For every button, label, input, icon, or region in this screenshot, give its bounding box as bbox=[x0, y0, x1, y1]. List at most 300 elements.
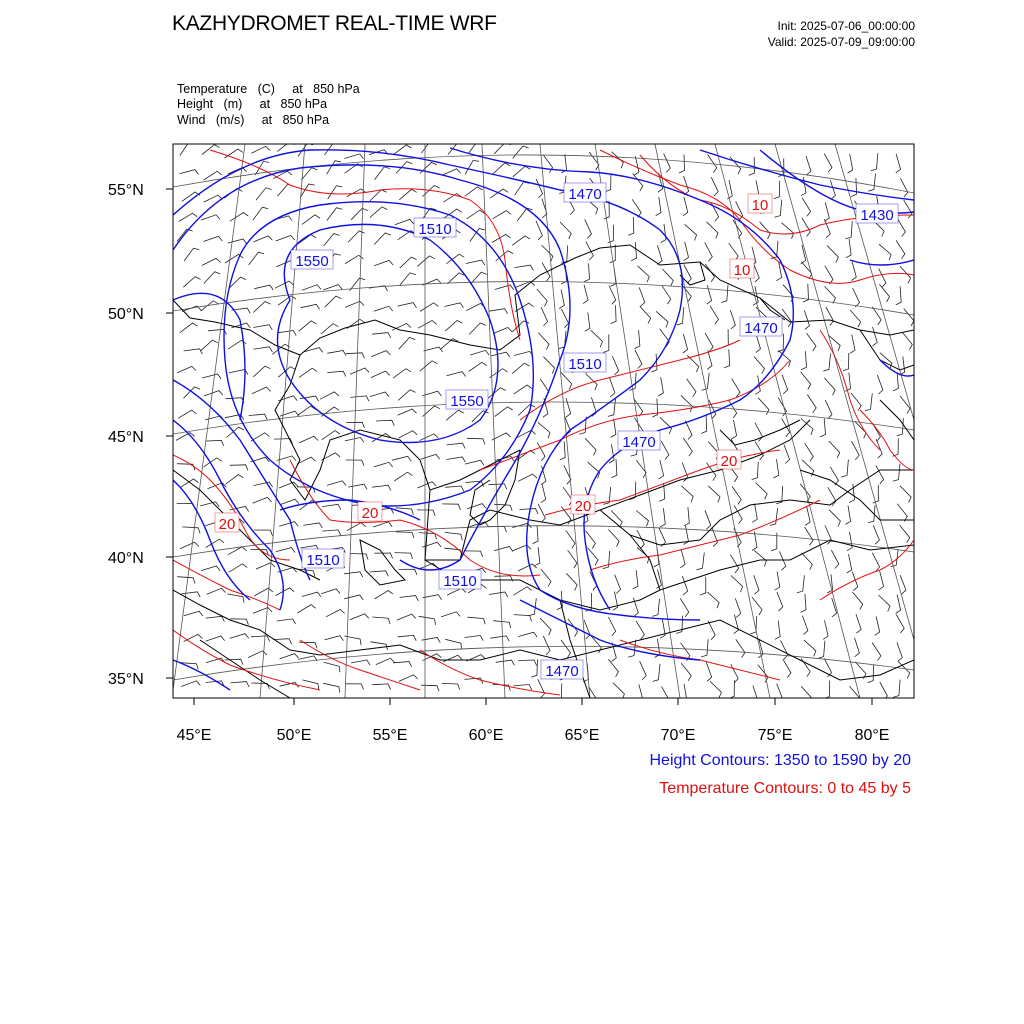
wind-barb bbox=[823, 620, 828, 639]
wind-barb bbox=[230, 619, 248, 625]
wind-barb bbox=[640, 306, 651, 323]
lon-label-45: 45°E bbox=[176, 727, 212, 744]
wind-barb bbox=[559, 290, 564, 309]
wind-barb bbox=[801, 594, 806, 613]
wind-barb bbox=[900, 396, 910, 414]
wind-barb bbox=[301, 168, 317, 180]
wind-barb bbox=[732, 486, 741, 504]
wind-barb bbox=[801, 686, 812, 703]
wind-barb bbox=[682, 576, 687, 595]
wind-barb bbox=[754, 575, 759, 594]
wind-barb bbox=[536, 179, 543, 198]
wind-barb bbox=[613, 592, 618, 611]
wind-barb bbox=[843, 353, 849, 371]
wind-barb bbox=[633, 570, 638, 589]
wind-barb bbox=[591, 330, 603, 347]
wind-barb bbox=[397, 614, 416, 620]
wind-barb bbox=[395, 219, 414, 224]
wind-barb bbox=[879, 284, 889, 302]
wind-barb bbox=[346, 460, 364, 466]
plot-frame bbox=[173, 144, 914, 698]
wind-barb bbox=[276, 548, 295, 553]
init-time: Init: 2025-07-06_00:00:00 bbox=[777, 19, 915, 33]
wind-barb bbox=[904, 309, 914, 327]
wind-barb bbox=[420, 303, 438, 312]
wind-barb bbox=[721, 285, 728, 303]
wind-barb bbox=[179, 213, 197, 221]
wind-barb bbox=[723, 329, 729, 347]
wind-barb bbox=[374, 260, 393, 265]
wind-barb bbox=[896, 154, 901, 173]
wind-barb bbox=[470, 229, 485, 242]
wind-barb bbox=[778, 334, 784, 352]
wind-barb bbox=[780, 551, 786, 570]
wind-barb bbox=[707, 592, 719, 608]
wind-barb bbox=[327, 208, 342, 221]
wind-barb bbox=[417, 510, 435, 516]
wind-barb bbox=[518, 564, 537, 571]
wind-barb bbox=[515, 303, 533, 312]
wind-barb bbox=[708, 486, 720, 503]
wind-barb bbox=[464, 551, 482, 557]
wind-barb bbox=[184, 634, 203, 641]
lon-label-65: 65°E bbox=[564, 727, 600, 744]
wind-barb bbox=[184, 611, 203, 616]
wind-barb bbox=[730, 555, 738, 573]
wind-barb bbox=[328, 186, 343, 199]
wind-barb bbox=[865, 393, 873, 410]
wind-barb bbox=[424, 347, 443, 352]
wind-barb bbox=[560, 222, 571, 239]
wind-barb bbox=[493, 163, 510, 174]
wind-barb bbox=[535, 547, 540, 566]
wind-barb bbox=[783, 659, 791, 678]
wind-barb bbox=[493, 211, 512, 219]
temperature-contour-label: 20 bbox=[574, 498, 592, 515]
wind-barb bbox=[660, 508, 665, 527]
wind-barb bbox=[611, 511, 622, 528]
wind-barb bbox=[537, 442, 545, 461]
legend-height-contours: Height Contours: 1350 to 1590 by 20 bbox=[649, 752, 911, 769]
wind-barb bbox=[372, 617, 390, 624]
wind-barb bbox=[230, 213, 248, 222]
wind-barb bbox=[206, 616, 225, 621]
wind-barb bbox=[469, 323, 486, 335]
wind-barb bbox=[538, 333, 549, 350]
wind-barb bbox=[202, 374, 221, 379]
wind-barb bbox=[322, 530, 341, 535]
wind-barb bbox=[825, 286, 836, 303]
wind-barb bbox=[824, 202, 829, 221]
wind-barb bbox=[777, 592, 783, 611]
wind-barb bbox=[180, 170, 199, 175]
wind-barb bbox=[754, 357, 765, 374]
wind-barb bbox=[734, 528, 741, 547]
wind-barb bbox=[518, 632, 537, 637]
wind-barb bbox=[683, 334, 688, 353]
wind-barb bbox=[852, 441, 860, 460]
wind-barb bbox=[782, 375, 788, 394]
wind-barb bbox=[879, 571, 884, 590]
height-contour-label: 1470 bbox=[744, 320, 778, 337]
wind-barb bbox=[711, 177, 718, 196]
wind-barb bbox=[447, 457, 466, 462]
wind-barb bbox=[897, 504, 907, 522]
wind-barb bbox=[253, 608, 272, 614]
wind-barb bbox=[873, 525, 879, 544]
wind-barb bbox=[398, 635, 417, 640]
wind-barb bbox=[205, 440, 223, 445]
wind-barb bbox=[250, 550, 268, 556]
wind-barb bbox=[660, 417, 672, 434]
wind-barb bbox=[612, 459, 617, 478]
lon-label-60: 60°E bbox=[468, 727, 504, 744]
wind-barb bbox=[708, 621, 715, 640]
wind-barb bbox=[320, 392, 339, 399]
wind-barb bbox=[371, 371, 390, 378]
wind-barb bbox=[784, 445, 790, 464]
wind-barb bbox=[468, 141, 483, 154]
wind-barb bbox=[277, 619, 296, 624]
wind-barb bbox=[372, 333, 391, 338]
height-contours bbox=[173, 148, 914, 690]
wind-barb bbox=[900, 486, 911, 503]
wind-barb bbox=[734, 615, 739, 634]
wind-barb bbox=[640, 661, 647, 680]
wind-barb bbox=[370, 392, 389, 397]
wind-barb bbox=[280, 499, 299, 505]
wind-barb bbox=[656, 311, 668, 327]
wind-barb bbox=[659, 528, 666, 547]
wind-barb bbox=[346, 353, 365, 359]
wind-barb bbox=[372, 684, 390, 690]
wind-barb bbox=[465, 678, 484, 684]
wind-barb bbox=[225, 254, 243, 263]
wind-barb bbox=[875, 616, 880, 635]
wind-barb bbox=[855, 638, 860, 657]
wind-barb bbox=[177, 229, 193, 242]
wind-barb bbox=[712, 527, 718, 546]
wind-barb bbox=[348, 484, 367, 489]
lon-label-55: 55°E bbox=[372, 727, 408, 744]
wind-barb bbox=[272, 344, 290, 354]
temperature-contour-labels bbox=[215, 194, 772, 533]
wind-barb bbox=[705, 243, 713, 262]
wind-barb bbox=[824, 378, 835, 395]
wind-barb bbox=[350, 396, 369, 401]
wind-barb bbox=[488, 388, 505, 398]
wind-barb bbox=[807, 333, 817, 351]
wind-barb bbox=[512, 236, 530, 245]
wind-barb bbox=[230, 465, 248, 471]
wind-barb bbox=[392, 456, 411, 461]
wind-barb bbox=[848, 154, 853, 173]
wind-barb bbox=[896, 241, 905, 259]
wind-barb bbox=[804, 310, 809, 329]
wind-barb bbox=[541, 484, 546, 503]
wind-barb bbox=[801, 245, 806, 264]
wind-barb bbox=[253, 302, 270, 313]
wind-barb bbox=[251, 636, 270, 641]
longitude-axis bbox=[177, 698, 890, 744]
wind-barb bbox=[736, 201, 743, 220]
wind-barb bbox=[633, 174, 643, 192]
wind-barb bbox=[541, 569, 551, 587]
wind-barb bbox=[777, 684, 783, 703]
wind-barb bbox=[374, 553, 392, 559]
wind-barb bbox=[896, 615, 904, 634]
legend-temperature-contours: Temperature Contours: 0 to 45 by 5 bbox=[659, 780, 911, 797]
wind-barb bbox=[652, 599, 659, 617]
wind-barb bbox=[398, 431, 417, 438]
wind-barb bbox=[442, 683, 460, 689]
wind-barb bbox=[631, 242, 636, 261]
wind-barb bbox=[276, 236, 295, 242]
wind-barb bbox=[609, 286, 616, 305]
wind-barb bbox=[824, 681, 830, 699]
wind-barb bbox=[254, 285, 273, 290]
wind-barb bbox=[533, 525, 539, 544]
wind-barb bbox=[445, 532, 462, 540]
wind-barb bbox=[657, 245, 662, 264]
wind-barb bbox=[299, 321, 317, 331]
wind-barb bbox=[467, 210, 485, 219]
wind-barb bbox=[801, 351, 807, 370]
wind-barb bbox=[275, 281, 294, 288]
wind-barb bbox=[277, 184, 293, 196]
wind-barb bbox=[608, 659, 618, 677]
wind-barb bbox=[394, 472, 412, 481]
wind-barb bbox=[561, 640, 570, 658]
wind-barb bbox=[845, 221, 852, 239]
lon-label-75: 75°E bbox=[757, 727, 793, 744]
wind-barb bbox=[543, 398, 548, 417]
wind-barb bbox=[489, 309, 508, 314]
wind-barb bbox=[566, 530, 575, 548]
wind-barb bbox=[868, 665, 874, 683]
wind-barb bbox=[323, 285, 342, 290]
wind-barb bbox=[730, 310, 735, 329]
wind-barb bbox=[470, 350, 489, 355]
wind-barb bbox=[604, 201, 610, 219]
wind-barb bbox=[891, 549, 899, 566]
wind-barb bbox=[517, 208, 532, 221]
wind-barb bbox=[442, 504, 460, 510]
wind-barb bbox=[494, 576, 512, 582]
wind-barb bbox=[825, 400, 832, 419]
wind-barb bbox=[446, 410, 464, 420]
wind-barb bbox=[682, 684, 687, 703]
wind-barb bbox=[301, 304, 320, 309]
wind-barb bbox=[538, 679, 545, 698]
wind-barb bbox=[202, 145, 220, 155]
height-contour-label: 1510 bbox=[568, 356, 602, 373]
wind-barb bbox=[707, 285, 712, 304]
wind-barb bbox=[321, 589, 340, 594]
wind-barb bbox=[805, 443, 814, 461]
wind-barb bbox=[729, 243, 739, 261]
wind-barb bbox=[183, 277, 200, 288]
wind-barb bbox=[775, 200, 782, 218]
wind-barb bbox=[253, 497, 272, 503]
wind-barb bbox=[724, 350, 730, 368]
wind-barb bbox=[826, 307, 834, 326]
wind-barb bbox=[902, 332, 912, 350]
wind-barb bbox=[372, 485, 391, 490]
wind-barb bbox=[680, 599, 689, 617]
wind-barb bbox=[496, 660, 515, 665]
wind-barb bbox=[395, 553, 413, 559]
wind-barb bbox=[897, 218, 905, 236]
wind-barb bbox=[513, 146, 529, 158]
wind-barb bbox=[636, 621, 644, 639]
wind-barb bbox=[584, 263, 590, 281]
wind-barb bbox=[423, 595, 442, 600]
wind-barb bbox=[276, 588, 295, 596]
temperature-contour-label: 20 bbox=[361, 505, 379, 522]
wind-barb bbox=[467, 504, 486, 509]
wind-barb bbox=[754, 550, 766, 566]
wind-barb bbox=[374, 462, 393, 467]
wind-barb bbox=[585, 438, 596, 455]
height-contour-label: 1470 bbox=[568, 186, 602, 203]
lon-label-80: 80°E bbox=[854, 727, 890, 744]
wind-barb bbox=[327, 161, 341, 175]
wind-barb bbox=[775, 571, 780, 590]
wind-barb bbox=[893, 464, 900, 482]
lat-label-55: 55°N bbox=[108, 182, 144, 199]
wind-barb bbox=[853, 288, 860, 307]
wind-barb bbox=[847, 532, 852, 551]
wind-barb bbox=[420, 361, 438, 371]
wind-barb bbox=[830, 180, 835, 199]
wind-barb bbox=[732, 379, 740, 397]
wind-barb bbox=[493, 328, 512, 334]
wind-barb bbox=[707, 350, 712, 369]
wind-barb bbox=[825, 219, 831, 238]
wind-barb bbox=[327, 371, 346, 376]
wind-barb bbox=[373, 522, 392, 527]
wind-barb bbox=[204, 171, 222, 180]
wind-barb bbox=[256, 563, 275, 569]
wind-barb bbox=[177, 366, 196, 373]
wind-barb bbox=[324, 234, 340, 246]
wind-barb bbox=[561, 372, 572, 389]
wind-barb bbox=[707, 222, 719, 239]
wind-barb bbox=[801, 372, 811, 390]
wind-barb bbox=[421, 685, 439, 691]
wind-barb bbox=[344, 572, 363, 577]
wind-barb bbox=[802, 616, 808, 635]
wind-barb bbox=[325, 296, 342, 307]
wind-barb bbox=[684, 242, 689, 261]
wind-barb bbox=[345, 684, 363, 690]
wind-barb bbox=[254, 347, 273, 352]
wind-barb bbox=[374, 233, 391, 245]
wind-barb bbox=[780, 641, 787, 660]
wind-barb bbox=[900, 178, 907, 197]
wind-barb bbox=[727, 180, 732, 199]
wind-barb bbox=[327, 481, 346, 486]
wind-barb bbox=[324, 636, 343, 641]
wind-barb bbox=[818, 641, 825, 659]
wind-barb bbox=[662, 686, 670, 705]
wind-barb bbox=[273, 171, 292, 179]
wind-barb bbox=[228, 239, 247, 244]
wind-barb bbox=[442, 169, 461, 176]
wind-barb bbox=[705, 510, 711, 529]
wind-barb bbox=[465, 187, 483, 197]
height-contour-label: 1510 bbox=[443, 573, 477, 590]
wind-barb bbox=[400, 257, 417, 268]
wind-barb bbox=[227, 594, 244, 603]
wind-barb bbox=[469, 362, 487, 371]
wind-barb bbox=[375, 591, 393, 599]
wind-barb bbox=[495, 407, 513, 417]
wind-barb bbox=[893, 372, 898, 391]
wind-barb bbox=[182, 527, 200, 534]
wind-barb bbox=[495, 285, 514, 290]
wind-barb bbox=[303, 523, 322, 528]
wind-barb bbox=[652, 399, 657, 417]
wind-barb bbox=[896, 595, 901, 614]
wind-barb bbox=[758, 398, 769, 415]
height-contour-label: 1510 bbox=[306, 552, 340, 569]
wind-barb bbox=[422, 638, 441, 643]
wind-barb bbox=[827, 246, 838, 263]
wind-barb bbox=[658, 377, 663, 396]
wind-barb bbox=[419, 533, 437, 540]
wind-barb bbox=[180, 323, 198, 333]
temperature-contour-label: 10 bbox=[733, 262, 751, 279]
wind-barb bbox=[277, 142, 295, 152]
wind-barb bbox=[204, 272, 220, 284]
wind-barb bbox=[852, 262, 857, 281]
wind-barb bbox=[873, 485, 879, 503]
wind-barb bbox=[518, 405, 535, 416]
wind-barb bbox=[229, 564, 247, 573]
wind-barb bbox=[801, 553, 812, 570]
wind-barb bbox=[399, 337, 415, 349]
wind-barb bbox=[802, 218, 810, 236]
wind-barb bbox=[225, 149, 243, 158]
wind-barb bbox=[538, 422, 550, 438]
wind-barb bbox=[736, 639, 745, 657]
wind-barb bbox=[254, 482, 273, 487]
wind-barb bbox=[681, 486, 693, 502]
wind-barb bbox=[639, 287, 645, 306]
wind-barb bbox=[421, 454, 440, 459]
wind-barb bbox=[635, 350, 642, 369]
wind-barb bbox=[566, 573, 577, 590]
wind-barb bbox=[782, 309, 792, 327]
wind-barb bbox=[661, 441, 669, 460]
wind-barb bbox=[226, 475, 244, 485]
wind-barb bbox=[896, 286, 901, 305]
wind-barb bbox=[680, 549, 685, 568]
wind-barb bbox=[705, 264, 714, 282]
wind-barb bbox=[893, 680, 900, 698]
wind-barb bbox=[494, 547, 513, 552]
wind-barb bbox=[850, 310, 861, 327]
wind-barb bbox=[347, 523, 366, 531]
wind-barb bbox=[253, 236, 272, 242]
wind-barb bbox=[350, 368, 369, 374]
wind-barb bbox=[467, 438, 485, 444]
wind-barb bbox=[518, 474, 537, 481]
wind-barb bbox=[777, 262, 782, 281]
wind-barb bbox=[802, 198, 810, 216]
